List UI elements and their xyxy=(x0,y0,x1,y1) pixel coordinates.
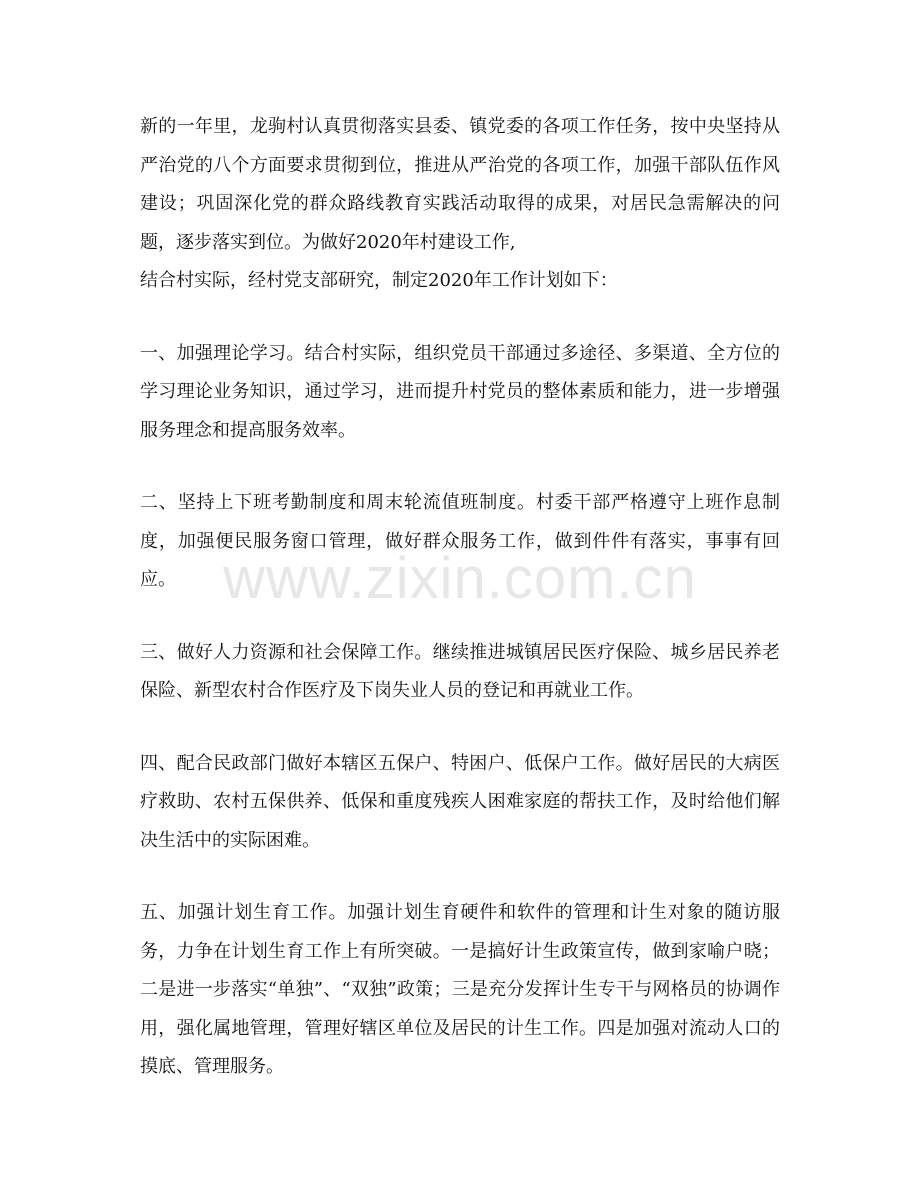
intro-paragraph: 新的一年里，龙驹村认真贯彻落实县委、镇党委的各项工作任务，按中央坚持从严治党的八个方面要求贯彻到位，推进从严治党的各项工作，加强干部队伍作风建设；巩固深化党的群众路线教育实践活动取得的成果，对居民急需解决的问题，逐步落实到位。为做好2020年村建设工作, xyxy=(140,116,780,253)
section-1-theory-study: 一、加强理论学习。结合村实际，组织党员干部通过多途径、多渠道、全方位的学习理论业务知识，通过学习，进而提升村党员的整体素质和能力，进一步增强服务理念和提高服务效率。 xyxy=(140,342,780,441)
section-5-family-planning: 五、加强计划生育工作。加强计划生育硬件和软件的管理和计生对象的随访服务，力争在计划生育工作上有所突破。一是搞好计生政策宣传，做到家喻户晓；二是进一步落实“单独”、“双独”政策；三是充分发挥计生专干与网格员的协调作用，强化属地管理，管理好辖区单位及居民的计生工作。四是加强对流动人口的摸底、管理服务。 xyxy=(140,902,780,1077)
document-body xyxy=(140,108,780,1121)
section-2-attendance-duty: 二、坚持上下班考勤制度和周末轮流值班制度。村委干部严格遵守上班作息制度，加强便民服务窗口管理，做好群众服务工作，做到件件有落实，事事有回应。 xyxy=(140,492,780,590)
intro-plan-statement: 结合村实际，经村党支部研究，制定2020年工作计划如下： xyxy=(140,270,618,291)
section-4-civil-affairs: 四、配合民政部门做好本辖区五保户、特困户、低保户工作。做好居民的大病医疗救助、农村五保供养、低保和重度残疾人困难家庭的帮扶工作，及时给他们解决生活中的实际困难。 xyxy=(140,752,780,851)
watermark: www.zixin.com.cn xyxy=(223,546,697,611)
section-3-social-security: 三、做好人力资源和社会保障工作。继续推进城镇居民医疗保险、城乡居民养老保险、新型农村合作医疗及下岗失业人员的登记和再就业工作。 xyxy=(140,641,780,701)
